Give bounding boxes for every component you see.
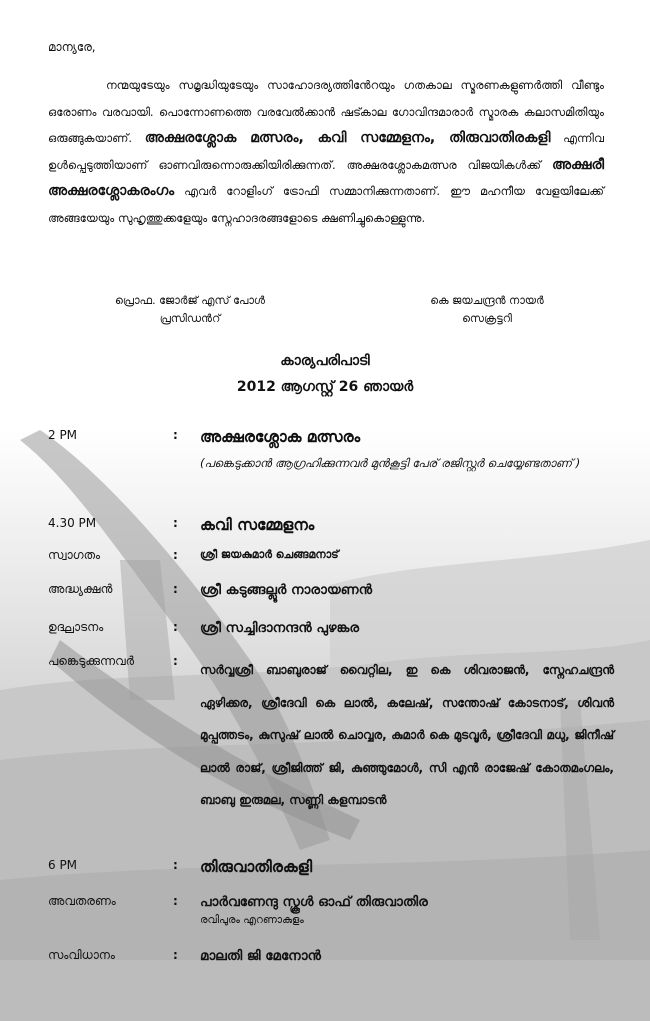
- signature-secretary: [392, 292, 582, 328]
- row-colon: :: [173, 548, 178, 562]
- row-colon: :: [173, 858, 178, 872]
- participants-list: സർവ്വശ്രീ ബാബുരാജ് വൈറ്റില, ഇ കെ ശിവരാജൻ, സ്നേഹചന്ദ്രൻ ഏഴിക്കര, ശ്രീദേവി കെ ലാൽ, കലേഷ്, സന്തോഷ് കോടനാട്, ശിവൻ മുപ്പത്തടം, കുസുഷ് ലാൽ ചൊവ്വര, കുമാർ കെ മുടവൂർ, ശ്രീദേവി മധു, ജിനീഷ് ലാൽ രാജ്, ശ്രീജിത്ത് ജി, കുഞ്ഞുമോൾ, സി എൻ രാജേഷ് കോതമംഗലം, ബാബു ഇരുമല, സണ്ണി കളമ്പാടൻ: [200, 663, 614, 807]
- row-colon: :: [173, 654, 178, 668]
- signature-president: [95, 292, 285, 328]
- akshara-value: [200, 428, 614, 476]
- presenter-block: [200, 894, 614, 927]
- role-label: സംവിധാനം: [48, 948, 115, 962]
- presenter-place: രവിപുരം എറണാകുളം: [200, 914, 304, 926]
- program-heading-block: [0, 348, 650, 400]
- role-label: സ്വാഗതം: [48, 548, 101, 562]
- presenter-name: പാർവണേന്ദു സ്കൂൾ ഓഫ് തിരുവാതിര: [200, 894, 428, 910]
- role-label: പങ്കെടുക്കുന്നവർ: [48, 654, 135, 668]
- program-date: 2012 ആഗസ്റ്റ് 26 ഞായർ: [236, 379, 414, 395]
- event-title: തിരുവാതിരകളി: [200, 858, 313, 876]
- person-name: ശ്രീ ജയകുമാർ ചെങ്ങമനാട്: [200, 548, 339, 561]
- registration-note: (പങ്കെടുക്കാൻ ആഗ്രഹിക്കുന്നവർ മുൻകൂട്ടി പേര് രജിസ്റ്റർ ചെയ്യേണ്ടതാണ് ): [200, 456, 581, 470]
- letter-text-3: എവർ റോളിംഗ് ട്രോഫി സമ്മാനിക്കുന്നതാണ്. ഈ മഹനീയ വേളയിലേക്ക് അങ്ങയേയും സുഹൃത്തുക്കളേയും സ്നേഹാദരങ്ങളോടെ ക്ഷണിച്ചുകൊള്ളുന്നു.: [48, 184, 604, 225]
- row-colon: :: [173, 428, 178, 442]
- person-name: മാലതി ജി മേനോൻ: [200, 948, 321, 964]
- row-colon: :: [173, 516, 178, 530]
- time-6pm: 6 PM: [48, 858, 78, 872]
- row-colon: :: [173, 582, 178, 596]
- time-430pm: 4.30 PM: [48, 516, 97, 530]
- secretary-name: കെ ജയചന്ദ്രൻ നായർ: [430, 294, 544, 307]
- event-title: അക്ഷരശ്ലോക മത്സരം: [200, 428, 361, 446]
- invitation-letter: [48, 72, 604, 232]
- program-heading: കാര്യപരിപാടി: [280, 353, 370, 369]
- time-2pm: 2 PM: [48, 428, 78, 442]
- row-colon: :: [173, 948, 178, 962]
- letter-bold-trophy: അക്ഷരീ അക്ഷരശ്ലോകരംഗം: [48, 156, 604, 200]
- role-label: ഉദ്ഘാടനം: [48, 620, 104, 634]
- role-label: അവതരണം: [48, 894, 116, 908]
- letter-text-2: എന്നിവ ഉൾപ്പെടുത്തിയാണ് ഓണവിരുന്നൊരുക്കിയിരിക്കുന്നത്. അക്ഷരശ്ലോകമത്സര വിജയികൾക്ക്: [48, 131, 605, 172]
- person-name: ശ്രീ കടുങ്ങല്ലൂർ നാരായണൻ: [200, 582, 373, 598]
- president-name: പ്രൊഫ. ജോർജ് എസ് പോൾ: [115, 294, 265, 307]
- row-colon: :: [173, 620, 178, 634]
- president-title: പ്രസിഡൻറ്: [159, 312, 221, 325]
- salutation: മാന്യരേ,: [48, 40, 96, 54]
- person-name: ശ്രീ സച്ചിദാനന്ദൻ പുഴങ്കര: [200, 620, 360, 636]
- role-label: അദ്ധ്യക്ഷൻ: [48, 582, 113, 596]
- letter-bold-events: അക്ഷരശ്ലോക മത്സരം, കവി സമ്മേളനം, തിരുവാതിരകളി: [144, 130, 551, 147]
- event-title: കവി സമ്മേളനം: [200, 516, 315, 534]
- secretary-title: സെക്രട്ടറി: [462, 312, 512, 325]
- row-colon: :: [173, 894, 178, 908]
- letter-text-1: നന്മയുടേയും സമൃദ്ധിയുടേയും സാഹോദര്യത്തിൻേറയും ഗതകാല സ്മരണകളുണർത്തി വീണ്ടും ഒരോണം വരവായി. പൊന്നോണത്തെ വരവേൽക്കാൻ ഷട്കാല ഗോവിന്ദമാരാർ സ്മാരക കലാസമിതിയും ഒരുങ്ങുകയാണ്.: [48, 78, 604, 146]
